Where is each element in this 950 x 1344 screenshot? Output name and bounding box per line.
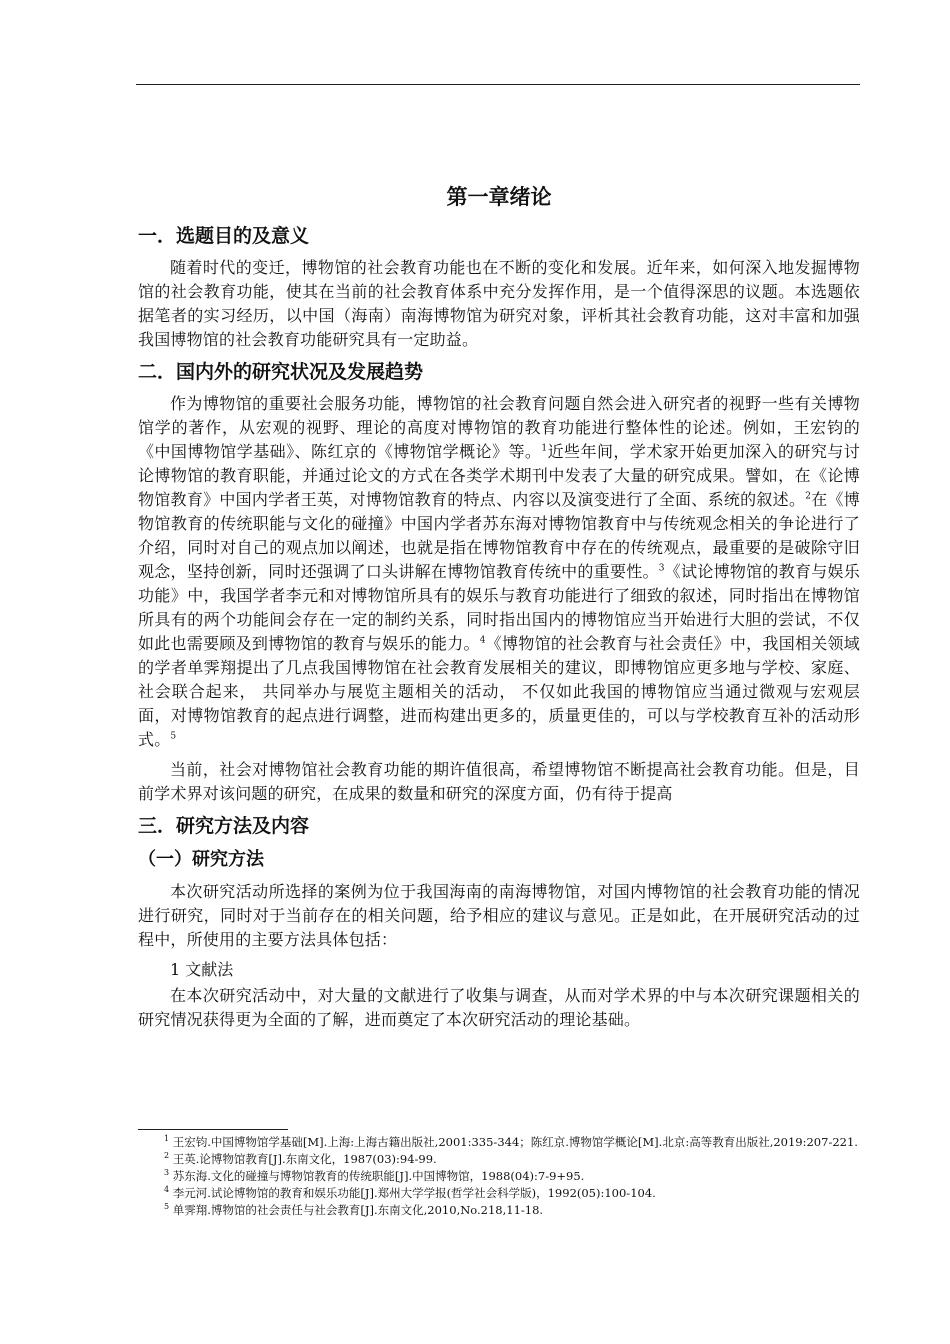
- footnote-2: [138, 1151, 860, 1168]
- method-1-label: 1 文献法: [170, 960, 234, 979]
- footnotes: [138, 1134, 860, 1219]
- footnote-text: 李元河.试论博物馆的教育和娱乐功能[J].郑州大学学报(哲学社会科学版)，1992(05):100-104.: [172, 1186, 656, 1200]
- footnote-1: [138, 1134, 860, 1151]
- footnote-text: 苏东海.文化的碰撞与博物馆教育的传统职能[J].中国博物馆，1988(04):7-9+95.: [172, 1169, 585, 1183]
- footnote-number: 1: [164, 1134, 170, 1144]
- page-body: [138, 180, 860, 1038]
- para-text-d: 《试论博物馆的教育与娱乐功能》中，我国学者李元和对博物馆所具有的娱乐与教育功能进行了细致的叙述，同时指出在博物馆所具有的两个功能间会存在一定的制约关系，同时指出国内的博物馆应当开始进行大胆的尝试，不仅如此也需要顾及到博物馆的教育与娱乐的能力。: [138, 562, 860, 653]
- footnote-text: 王宏钧.中国博物馆学基础[M].上海:上海古籍出版社,2001:335-344；陈红京.博物馆学概论[M].北京:高等教育出版社,2019:207-221.: [172, 1135, 858, 1149]
- section-3-paragraph-2: 在本次研究活动中，对大量的文献进行了收集与调查，从而对学术界的中与本次研究课题相关的研究情况获得更为全面的了解，进而奠定了本次研究活动的理论基础。: [138, 986, 860, 1029]
- section-2-heading: 二．国内外的研究状况及发展趋势: [138, 361, 424, 383]
- section-3-heading: 三．研究方法及内容: [138, 815, 310, 837]
- footnote-number: 2: [164, 1151, 170, 1161]
- section-2-paragraph-2: 当前，社会对博物馆社会教育功能的期许值很高，希望博物馆不断提高社会教育功能。但是，目前学术界对该问题的研究，在成果的数量和研究的深度方面，仍有待于提高: [138, 760, 860, 803]
- footnote-text: 单霁翔.博物馆的社会责任与社会教育[J].东南文化,2010,No.218,11-18.: [172, 1203, 544, 1217]
- header-rule: [136, 84, 860, 85]
- footnote-text: 王英.论博物馆教育[J].东南文化，1987(03):94-99.: [172, 1152, 437, 1166]
- footnote-ref-4[interactable]: 4: [479, 635, 486, 646]
- subsection-1-heading: （一）研究方法: [138, 849, 264, 870]
- section-2-paragraph-1: [138, 392, 860, 752]
- footnote-ref-5[interactable]: 5: [170, 731, 177, 742]
- footnote-number: 4: [164, 1185, 170, 1195]
- footnote-5: [138, 1202, 860, 1219]
- footnote-ref-1[interactable]: 1: [541, 443, 548, 454]
- footnote-ref-3[interactable]: 3: [658, 563, 665, 574]
- footnote-number: 5: [164, 1202, 170, 1212]
- chapter-title: 第一章绪论: [446, 185, 552, 209]
- para-text-c: 在《博物馆教育的传统职能与文化的碰撞》中国内学者苏东海对博物馆教育中与传统观念相关的争论进行了介绍，同时对自己的观点加以阐述，也就是指在博物馆教育中存在的传统观点，最重要的是破除守旧观念，坚持创新，同时还强调了口头讲解在博物馆教育传统中的重要性。: [138, 490, 860, 581]
- footnote-4: [138, 1185, 860, 1202]
- para-text-b: 近些年间，学术家开始更加深入的研究与讨论博物馆的教育职能，并通过论文的方式在各类学术期刊中发表了大量的研究成果。譬如，在《论博物馆教育》中国内学者王英，对博物馆教育的特点、内容以及演变进行了全面、系统的叙述。: [138, 442, 860, 509]
- section-3-paragraph-1: 本次研究活动所选择的案例为位于我国海南的南海博物馆，对国内博物馆的社会教育功能的情况进行研究，同时对于当前存在的相关问题，给予相应的建议与意见。正是如此，在开展研究活动的过程中，所使用的主要方法具体包括：: [138, 882, 860, 949]
- para-text-a: 作为博物馆的重要社会服务功能，博物馆的社会教育问题自然会进入研究者的视野一些有关博物馆学的著作，从宏观的视野、理论的高度对博物馆的教育功能进行整体性的论述。例如，王宏钧的《中国博物馆学基础》、陈红京的《博物馆学概论》等。: [138, 394, 860, 461]
- footnote-3: [138, 1168, 860, 1185]
- section-1-heading: 一．选题目的及意义: [138, 225, 310, 247]
- footnote-number: 3: [164, 1168, 170, 1178]
- footnote-ref-2[interactable]: 2: [805, 491, 812, 502]
- footnote-rule: [138, 1129, 288, 1130]
- section-1-paragraph: 随着时代的变迁，博物馆的社会教育功能也在不断的变化和发展。近年来，如何深入地发掘博物馆的社会教育功能，使其在当前的社会教育体系中充分发挥作用，是一个值得深思的议题。本选题依据笔者的实习经历，以中国（海南）南海博物馆为研究对象，评析其社会教育功能，这对丰富和加强我国博物馆的社会教育功能研究具有一定助益。: [138, 258, 860, 349]
- para-text-e: 《博物馆的社会教育与社会责任》中，我国相关领域的学者单霁翔提出了几点我国博物馆在社会教育发展相关的建议，即博物馆应更多地与学校、家庭、社会联合起来， 共同举办与展览主题相关的活动， 不仅如此我国的博物馆应当通过微观与宏观层面，对博物馆教育的起点进行调整，进而构建出更多的，质量更佳的，可以与学校教育互补的活动形式。: [138, 634, 861, 749]
